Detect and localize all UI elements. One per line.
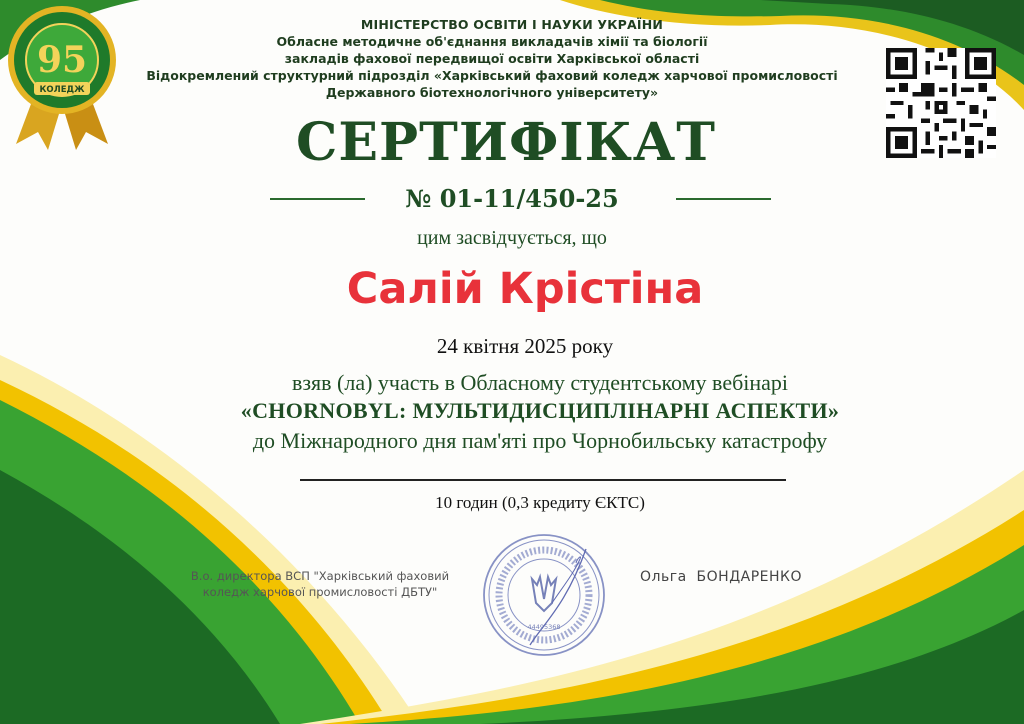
- ministry-heading: МІНІСТЕРСТВО ОСВІТИ І НАУКИ УКРАЇНИ: [360, 17, 664, 32]
- signatory-role: В.о. директора ВСП "Харківський фаховий коледж харчової промисловості ДБТУ": [190, 569, 450, 599]
- certificate-title: СЕРТИФІКАТ: [296, 112, 716, 173]
- recipient-name: Салій Крістіна: [346, 264, 704, 314]
- hours-credits: 10 годин (0,3 кредиту ЄКТС): [435, 493, 645, 512]
- stamp-code: 44495368: [527, 623, 561, 631]
- division-line: Відокремлений структурний підрозділ «Харківський фаховий коледж харчової промисловості: [146, 68, 838, 83]
- certificate-number: № 01-11/450-25: [405, 184, 619, 213]
- division-line-2: Державного біотехнологічного університету»: [325, 85, 659, 100]
- event-title: «CHORNOBYL: МУЛЬТИДИСЦИПЛІНАРНІ АСПЕКТИ»: [240, 398, 840, 423]
- number-rule-right: [676, 198, 771, 200]
- trident-icon: [532, 577, 556, 611]
- hours-rule: [300, 479, 786, 481]
- certifies-text: цим засвідчується, що: [417, 227, 607, 249]
- occasion-text: до Міжнародного дня пам'яті про Чорнобильську катастрофу: [252, 428, 828, 453]
- association-line-2: закладів фахової передвищої освіти Харківської області: [284, 51, 700, 66]
- badge-label: КОЛЕДЖ: [39, 85, 85, 95]
- participation-text: взяв (ла) участь в Обласному студентському вебінарі: [291, 370, 789, 395]
- association-line: Обласне методичне об'єднання викладачів хімії та біології: [276, 34, 708, 49]
- official-stamp-icon: [482, 533, 606, 657]
- badge-number: 95: [36, 39, 88, 81]
- signatory-name: Ольга БОНДАРЕНКО: [640, 569, 802, 585]
- event-date: 24 квітня 2025 року: [436, 334, 614, 358]
